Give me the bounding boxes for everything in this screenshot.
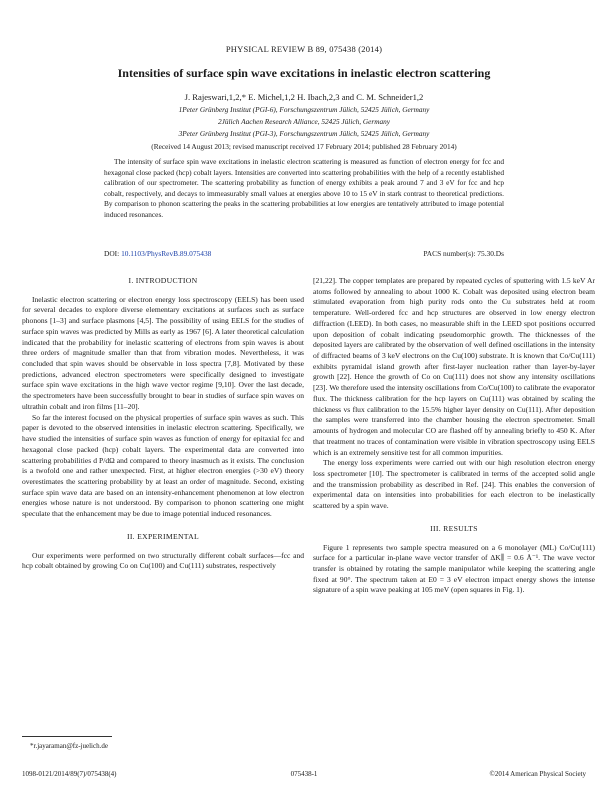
- affiliation-2: 2Jülich Aachen Research Alliance, 52425 Jülich, Germany: [217, 117, 391, 126]
- paper-title: Intensities of surface spin wave excitations in inelastic electron scattering: [117, 66, 491, 80]
- pacs-numbers: PACS number(s): 75.30.Ds: [423, 249, 504, 258]
- section-heading-results: III. RESULTS: [430, 523, 478, 533]
- intro-paragraph-2: So far the interest focused on the physical properties of surface spin waves as such. This paper is devoted to the observed intensities in inelastic electron scattering. Specifically, we have studied the intensities of surface spin waves as function of energy for epitaxial fcc and hexagonal close packed (hcp) cobalt layers. The experimental data are converted into scattering probabilities d P/dΩ and compared to theory inasmuch as it exists. The conclusion is a twofold one and rather unexpected. First, at higher electron energies (>30 eV) theory overestimates the scattering probability by at least an order of magnitude. Second, existing surface spin wave data are based on an intensity-enhancement phenomenon at low electron energies whose nature is not understood. By comparison to phonon scattering one might speculate that the enhancement may be due to image potential induced resonances.: [22, 412, 304, 519]
- affiliation-3: 3Peter Grünberg Institut (PGI-3), Forschungszentrum Jülich, 52425 Jülich, Germany: [178, 129, 430, 138]
- abstract: The intensity of surface spin wave excitations in inelastic electron scattering is measured as function of electron energy for fcc and hexagonal close packed (hcp) cobalt layers. Intensities are converted into scattering probabilities with the help of a recently established calibration of our spectrometer. The scattering probability as function of energy exhibits a peak around 7 and 3 eV for fcc and hcp cobalt, respectively, and decays to immeasurably small values at energies above 10 to 15 eV in stark contrast to theoretical predictions. By comparison to phonon scattering the peaks in the scattering probabilities at low energies are tentatively attributed to image potential induced resonances.: [104, 157, 504, 219]
- corresponding-author-email[interactable]: *r.jayaraman@fz-juelich.de: [30, 742, 108, 750]
- footer-copyright: ©2014 American Physical Society: [489, 770, 586, 778]
- experimental-paragraph-2: The energy loss experiments were carried out with our high resolution electron energy loss spectrometer [10]. The spectrometer is calibrated in terms of the accepted solid angle and the transmission probability as described in Ref. [24]. This enables the conversion of experimental data on intensities into probabilities for each electron to be inelastically scattered by a spin wave.: [313, 458, 595, 511]
- doi-line: [104, 249, 211, 258]
- experimental-paragraph-1: Our experiments were performed on two structurally different cobalt surfaces—fcc and hcp cobalt obtained by growing Co on Cu(100) and Cu(111) substrates, respectively: [22, 550, 304, 571]
- doi-link[interactable]: 10.1103/PhysRevB.89.075438: [121, 249, 212, 258]
- right-column: [313, 276, 595, 596]
- section-heading-introduction: I. INTRODUCTION: [128, 276, 198, 285]
- results-paragraph-1: Figure 1 represents two sample spectra measured on a 6 monolayer (ML) Co/Cu(111) surface for a particular in-plane wave vector transfer of ΔK∥ = 0.6 Å⁻¹. The wave vector transfer is obtained by rotating the sample manipulator while keeping the scattering angle fixed at 90°. The spectrum taken at E0 = 3 eV electron impact energy shows the intense signature of a spin wave peaking at 105 meV (open squares in Fig. 1).: [313, 542, 595, 595]
- doi-label: DOI:: [104, 249, 120, 258]
- intro-paragraph-1: Inelastic electron scattering or electron energy loss spectroscopy (EELS) has been used for several decades to explore diverse elementary excitations at surfaces such as surface phonons [1–3] and surface plasmons [4,5]. The possibility of using EELS for the studies of surface spin waves was predicted by Mills as early as 1967 [6]. A later theoretical calculation indicated that the probability for inelastic scattering of electrons from spin waves is about three orders of magnitude smaller than that from vibration modes. Nevertheless, it was concluded that spin waves should be observable in loss spectra [7,8]. Motivated by these predictions, advanced electron spectrometers were specifically designed to investigate surface spin wave excitations in the high wave vector regime [9,10]. Over the last decade, the spectrometers have been successfully brought to bear in studies of surface spin waves on ultrathin cobalt and iron films [11–20].: [22, 294, 304, 411]
- affiliation-1: 1Peter Grünberg Institut (PGI-6), Forschungszentrum Jülich, 52425 Jülich, Germany: [178, 105, 430, 114]
- experimental-paragraph-1-continued: [21,22]. The copper templates are prepared by repeated cycles of sputtering with 1.5 keV Ar atoms followed by annealing to about 1000 K. Cobalt was deposited using electron beam stimulated evaporation from high purity rods onto the Cu substrates held at room temperature. Well-ordered fcc and hcp structures are observed in low energy electron diffraction (LEED). In both cases, no measurable shift in the LEED spot positions occurred upon deposition of cobalt indicating pseudomorphic growth. The thicknesses of the deposited layers are calibrated by the observation of well defined oscillations in the intensity of diffracted beams of 3 keV electrons on the Cu(100) substrate. It is known that Co/Cu(111) exhibits pyramidal island growth after first-layer nucleation rather than layer-by-layer growth [22]. Hence the growth of Co on Cu(111) does not show any intensity oscillations [23]. We therefore used the intensity oscillations from Co/Cu(100) to calibrate the evaporator flux. The thickness calibration for the hcp layers on Cu(111) was obtained by scaling the thickness vs flux calibration to the 15.5% higher layer density on Cu(111). After deposition the samples were transferred into the chamber housing the electron spectrometer. Small amounts of hydrogen and molecular CO are flashed off by annealing briefly to 450 K. After that treatment no traces of contamination were visible in vibration spectroscopy using EELS which is an extremely sensitive test for all common impurities.: [313, 276, 595, 457]
- journal-header: PHYSICAL REVIEW B 89, 075438 (2014): [225, 44, 383, 54]
- footer-page-number: 075438-1: [290, 770, 318, 778]
- footnote-divider: [22, 736, 112, 737]
- author-list: J. Rajeswari,1,2,* E. Michel,1,2 H. Ibach,2,3 and C. M. Schneider1,2: [184, 92, 424, 102]
- section-heading-experimental: II. EXPERIMENTAL: [126, 531, 200, 541]
- received-dates: (Received 14 August 2013; revised manuscript received 17 February 2014; published 28 February 2014): [151, 142, 457, 151]
- footer-issn: 1098-0121/2014/89(7)/075438(4): [22, 770, 117, 778]
- left-column: [22, 276, 304, 572]
